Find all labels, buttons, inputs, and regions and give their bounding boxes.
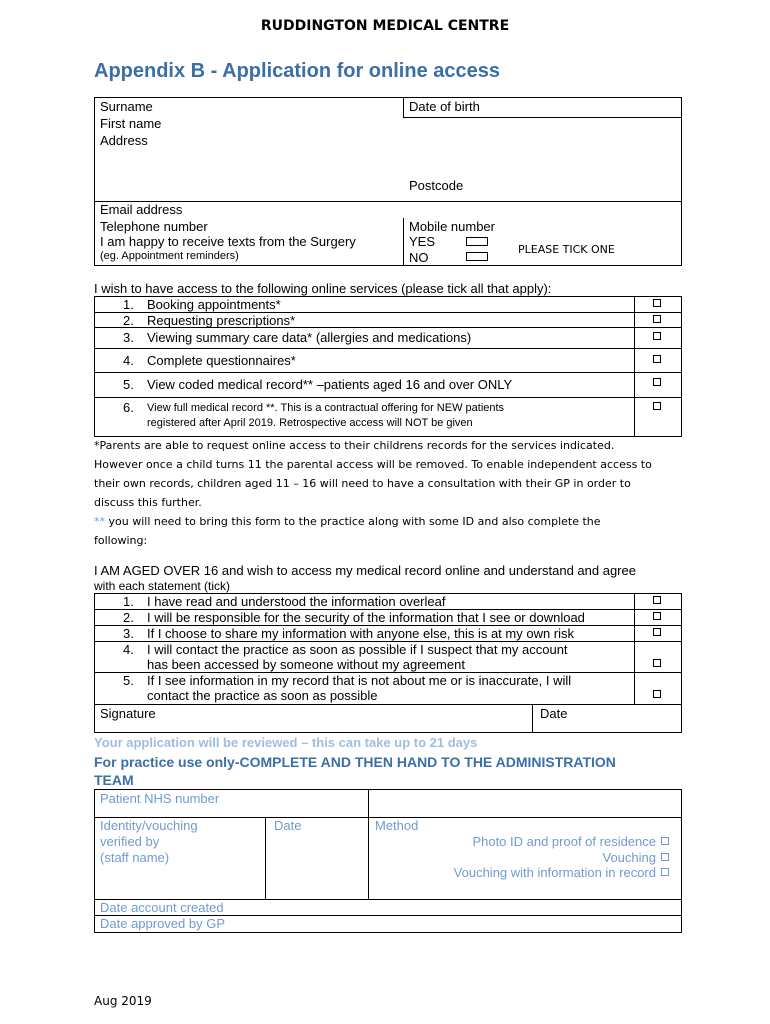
divider <box>94 397 682 398</box>
service-checkbox[interactable] <box>653 402 661 410</box>
service-label-line2: registered after April 2019. Retrospective access will NOT be given <box>147 417 473 429</box>
service-num: 6. <box>123 400 134 415</box>
agreement-statement-line2: has been accessed by someone without my agreement <box>147 657 465 672</box>
texts-consent-note: (eg. Appointment reminders) <box>100 250 239 262</box>
verification-date-field[interactable]: Date <box>274 818 302 833</box>
service-label: Viewing summary care data* (allergies and medications) <box>147 330 472 345</box>
services-intro: I wish to have access to the following online services (please tick all that apply): <box>94 281 552 296</box>
identity-label: verified by <box>100 834 160 849</box>
agreement-statement: I have read and understood the information overleaf <box>147 594 446 609</box>
divider <box>403 97 404 117</box>
parents-note: However once a child turns 11 the parental access will be removed. To enable independent access to <box>94 458 652 471</box>
agreement-num: 5. <box>123 673 134 688</box>
service-label: Requesting prescriptions* <box>147 313 296 328</box>
agreement-intro: with each statement (tick) <box>94 579 231 593</box>
agreement-checkbox[interactable] <box>653 659 661 667</box>
agreement-checkbox[interactable] <box>653 596 661 604</box>
yes-label: YES <box>409 234 436 249</box>
dob-field[interactable]: Date of birth <box>409 99 480 114</box>
page-title: Appendix B - Application for online access <box>94 60 500 82</box>
practice-heading: TEAM <box>94 772 134 788</box>
footer-date: Aug 2019 <box>94 994 152 1008</box>
agreement-num: 3. <box>123 626 134 641</box>
service-num: 2. <box>123 313 134 328</box>
practice-heading: For practice use only-COMPLETE AND THEN HAND TO THE ADMINISTRATION <box>94 754 616 770</box>
service-checkbox[interactable] <box>653 378 661 386</box>
service-checkbox[interactable] <box>653 315 661 323</box>
first-name-field[interactable]: First name <box>100 116 162 131</box>
divider <box>634 296 635 437</box>
identity-label: (staff name) <box>100 850 170 865</box>
agreement-num: 2. <box>123 610 134 625</box>
service-checkbox[interactable] <box>653 299 661 307</box>
agreement-intro: I AM AGED OVER 16 and wish to access my medical record online and understand and agree <box>94 563 636 578</box>
method-checkbox[interactable] <box>661 868 669 876</box>
texts-consent-label: I am happy to receive texts from the Surgery <box>100 234 356 249</box>
review-note: Your application will be reviewed – this can take up to 21 days <box>94 735 478 750</box>
service-num: 4. <box>123 353 134 368</box>
bring-form-note: following: <box>94 534 148 547</box>
agreement-statement: I will be responsible for the security of the information that I see or download <box>147 610 585 625</box>
nhs-number-field[interactable]: Patient NHS number <box>100 791 220 806</box>
divider <box>94 704 682 705</box>
agreement-statement: If I see information in my record that is not about me or is inaccurate, I will <box>147 673 572 688</box>
signature-date-field[interactable]: Date <box>540 706 568 721</box>
service-label: View coded medical record** –patients aged 16 and over ONLY <box>147 377 513 392</box>
service-label: Complete questionnaires* <box>147 353 296 368</box>
telephone-field[interactable]: Telephone number <box>100 219 208 234</box>
address-field[interactable]: Address <box>100 133 148 148</box>
service-label: Booking appointments* <box>147 297 281 312</box>
divider <box>265 817 266 899</box>
method-checkbox[interactable] <box>661 853 669 861</box>
service-num: 5. <box>123 377 134 392</box>
method-option-label: Vouching <box>602 850 656 865</box>
tick-one-note: PLEASE TICK ONE <box>518 243 615 256</box>
agreement-num: 1. <box>123 594 134 609</box>
yes-tickbox[interactable] <box>466 237 488 246</box>
divider <box>403 218 404 266</box>
parents-note: discuss this further. <box>94 496 202 509</box>
agreement-statement: I will contact the practice as soon as possible if I suspect that my account <box>147 642 568 657</box>
email-field[interactable]: Email address <box>100 202 183 217</box>
method-checkbox[interactable] <box>661 837 669 845</box>
no-tickbox[interactable] <box>466 252 488 261</box>
service-num: 3. <box>123 330 134 345</box>
parents-note: their own records, children aged 11 – 16 will need to have a consultation with their GP in order to <box>94 477 631 490</box>
service-label: View full medical record **. This is a contractual offering for NEW patients <box>147 402 505 414</box>
identity-label: Identity/vouching <box>100 818 198 833</box>
service-checkbox[interactable] <box>653 332 661 340</box>
service-checkbox[interactable] <box>653 355 661 363</box>
agreement-statement-line2: contact the practice as soon as possible <box>147 688 378 703</box>
divider <box>94 372 682 373</box>
practice-name: RUDDINGTON MEDICAL CENTRE <box>260 18 510 34</box>
divider <box>532 704 533 733</box>
agreement-num: 4. <box>123 642 134 657</box>
agreement-checkbox[interactable] <box>653 690 661 698</box>
method-option-label: Photo ID and proof of residence <box>472 834 656 849</box>
method-label: Method <box>375 818 419 833</box>
account-created-field[interactable]: Date account created <box>100 900 224 915</box>
bring-form-note: ** you will need to bring this form to the practice along with some ID and also complete the <box>94 515 601 528</box>
mobile-field[interactable]: Mobile number <box>409 219 495 234</box>
signature-field[interactable]: Signature <box>100 706 156 721</box>
gp-approved-field[interactable]: Date approved by GP <box>100 916 226 931</box>
method-option-label: Vouching with information in record <box>453 865 656 880</box>
service-num: 1. <box>123 297 134 312</box>
surname-field[interactable]: Surname <box>100 99 153 114</box>
divider <box>94 348 682 349</box>
agreement-checkbox[interactable] <box>653 628 661 636</box>
parents-note: *Parents are able to request online access to their childrens records for the services indicated. <box>94 439 615 452</box>
divider <box>368 789 369 899</box>
agreement-statement: If I choose to share my information with anyone else, this is at my own risk <box>147 626 575 641</box>
postcode-field[interactable]: Postcode <box>409 178 464 193</box>
agreement-checkbox[interactable] <box>653 612 661 620</box>
divider <box>403 117 682 118</box>
no-label: NO <box>409 250 429 265</box>
